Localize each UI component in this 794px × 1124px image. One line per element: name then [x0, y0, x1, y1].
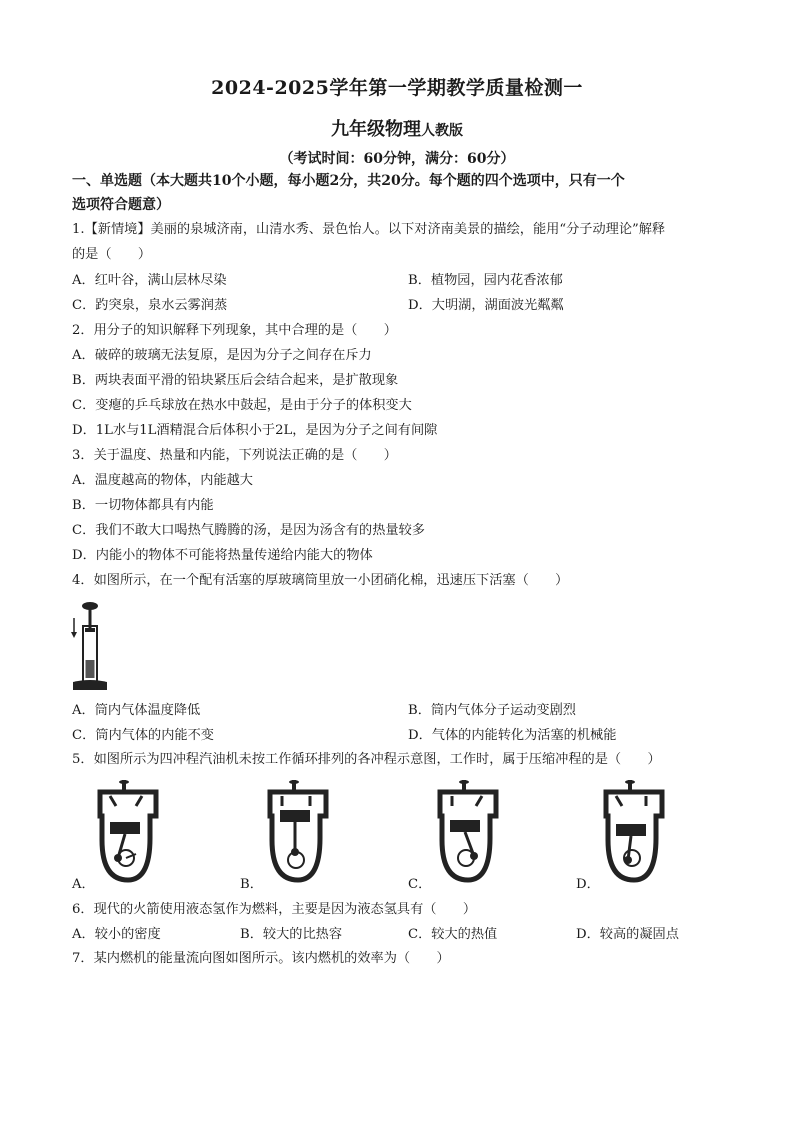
- q5-stem: 5．如图所示为四冲程汽油机未按工作循环排列的各冲程示意图，工作时，属于压缩冲程的是（ ）: [72, 752, 661, 767]
- engine-stroke-b-icon: [262, 780, 334, 884]
- q2-option-b[interactable]: B．两块表面平滑的铅块紧压后会结合起来，是扩散现象: [72, 373, 399, 388]
- q2-option-a[interactable]: A．破碎的玻璃无法复原，是因为分子之间存在斥力: [72, 348, 372, 363]
- q1-stem-line2: 的是（ ）: [72, 247, 152, 262]
- q2-stem: 2．用分子的知识解释下列现象，其中合理的是（ ）: [72, 323, 397, 338]
- q3-option-d[interactable]: D．内能小的物体不可能将热量传递给内能大的物体: [72, 548, 373, 563]
- engine-stroke-a-icon: [92, 780, 164, 884]
- q5-engine-a-figure: [92, 780, 164, 884]
- q5-engine-c-figure: [432, 780, 504, 884]
- q4-option-d[interactable]: D．气体的内能转化为活塞的机械能: [408, 728, 617, 743]
- q1-option-c[interactable]: C．趵突泉，泉水云雾润蒸: [72, 298, 228, 313]
- exam-info: （考试时间：60分钟，满分：60分）: [279, 151, 515, 167]
- q4-option-a[interactable]: A．筒内气体温度降低: [72, 703, 201, 718]
- q5-option-a[interactable]: A．: [72, 877, 95, 892]
- q4-syringe-figure: [70, 600, 110, 692]
- q7-stem: 7．某内燃机的能量流向图如图所示。该内燃机的效率为（ ）: [72, 951, 450, 966]
- q5-engine-b-figure: [262, 780, 334, 884]
- page-subtitle: [0, 115, 794, 141]
- q1-option-d[interactable]: D．大明湖，湖面波光粼粼: [408, 298, 564, 313]
- q6-option-d[interactable]: D．较高的凝固点: [576, 927, 679, 942]
- q3-option-b[interactable]: B．一切物体都具有内能: [72, 498, 214, 513]
- q6-stem: 6．现代的火箭使用液态氢作为燃料，主要是因为液态氢具有（ ）: [72, 902, 477, 917]
- q1-option-a[interactable]: A．红叶谷，满山层林尽染: [72, 273, 227, 288]
- q6-option-c[interactable]: C．较大的热值: [408, 927, 498, 942]
- q1-stem-line1: 1.【新情境】美丽的泉城济南，山清水秀、景色怡人。以下对济南美景的描绘，能用“分子动理论”解释: [72, 222, 666, 237]
- engine-stroke-c-icon: [432, 780, 504, 884]
- q5-option-b[interactable]: B．: [240, 877, 263, 892]
- subtitle-edition: 人教版: [421, 123, 463, 139]
- q2-option-c[interactable]: C．变瘪的乒乓球放在热水中鼓起，是由于分子的体积变大: [72, 398, 412, 413]
- q4-stem: 4．如图所示，在一个配有活塞的厚玻璃筒里放一小团硝化棉，迅速压下活塞（ ）: [72, 573, 569, 588]
- subtitle-main: 九年级物理: [331, 119, 421, 140]
- page-title: 2024-2025学年第一学期教学质量检测一: [211, 77, 583, 99]
- q5-engine-d-figure: [598, 780, 670, 884]
- q4-option-b[interactable]: B．筒内气体分子运动变剧烈: [408, 703, 576, 718]
- q5-option-c[interactable]: C．: [408, 877, 432, 892]
- q3-option-a[interactable]: A．温度越高的物体，内能越大: [72, 473, 253, 488]
- q3-option-c[interactable]: C．我们不敢大口喝热气腾腾的汤，是因为汤含有的热量较多: [72, 523, 425, 538]
- q4-option-c[interactable]: C．筒内气体的内能不变: [72, 728, 214, 743]
- q3-stem: 3．关于温度、热量和内能，下列说法正确的是（ ）: [72, 448, 397, 463]
- section-heading-line2: 选项符合题意）: [72, 197, 170, 213]
- q2-option-d[interactable]: D．1L水与1L酒精混合后体积小于2L，是因为分子之间有间隙: [72, 423, 438, 438]
- q6-option-a[interactable]: A．较小的密度: [72, 927, 161, 942]
- engine-stroke-d-icon: [598, 780, 670, 884]
- fire-syringe-icon: [70, 600, 110, 692]
- section-heading-line1: 一、单选题（本大题共10个小题，每小题2分，共20分。每个题的四个选项中，只有一个: [72, 173, 625, 189]
- q1-option-b[interactable]: B．植物园，园内花香浓郁: [408, 273, 563, 288]
- q6-option-b[interactable]: B．较大的比热容: [240, 927, 343, 942]
- q5-option-d[interactable]: D．: [576, 877, 600, 892]
